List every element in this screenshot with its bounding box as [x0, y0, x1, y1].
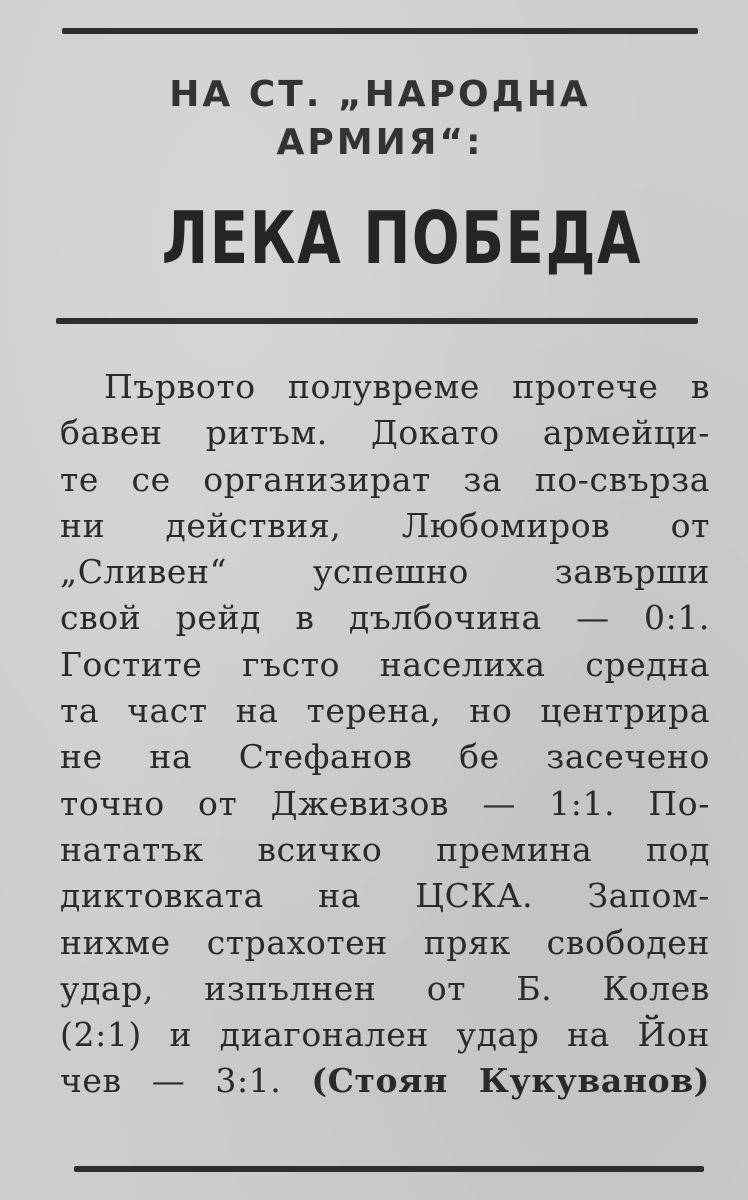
article-line: свой рейд в дълбочина — 0:1. — [60, 598, 710, 638]
byline: (Стоян Кукуванов) — [311, 1061, 710, 1101]
article-line: нихме страхотен пряк свободен — [60, 922, 710, 962]
kicker-line-2: АРМИЯ“: — [276, 122, 484, 163]
article-line: Гостите гъсто населиха средна — [60, 644, 710, 684]
kicker-line-1: НА СТ. „НАРОДНА — [169, 74, 591, 115]
article-body — [60, 364, 710, 1105]
article-line: удар, изпълнен от Б. Колев — [60, 968, 710, 1008]
article-line-end: чев — 3:1. — [60, 1061, 282, 1101]
top-rule — [62, 28, 698, 34]
middle-rule — [56, 318, 698, 324]
article-line: (2:1) и диагонален удар на Йон — [60, 1015, 710, 1055]
article-line: точно от Джевизов — 1:1. По- — [60, 783, 710, 823]
article-line: бавен ритъм. Докато армейци- — [60, 413, 710, 453]
article-line: диктовката на ЦСКА. Запом- — [60, 876, 710, 916]
headline: ЛЕКА ПОБЕДА — [161, 196, 643, 280]
article-line: та част на терена, но центрира — [60, 691, 710, 731]
article-last-line — [60, 1058, 710, 1104]
article-line: ни действия, Любомиров от — [60, 505, 710, 545]
bottom-rule — [74, 1166, 704, 1172]
article-line: те се организират за по-свърза — [60, 459, 710, 499]
article-line: Първото полувреме протече в — [104, 367, 710, 406]
article-line: „Сливен“ успешно завърши — [60, 552, 710, 592]
article-line: нататък всичко премина под — [60, 829, 710, 869]
article-line: не на Стефанов бе засечено — [60, 737, 710, 777]
